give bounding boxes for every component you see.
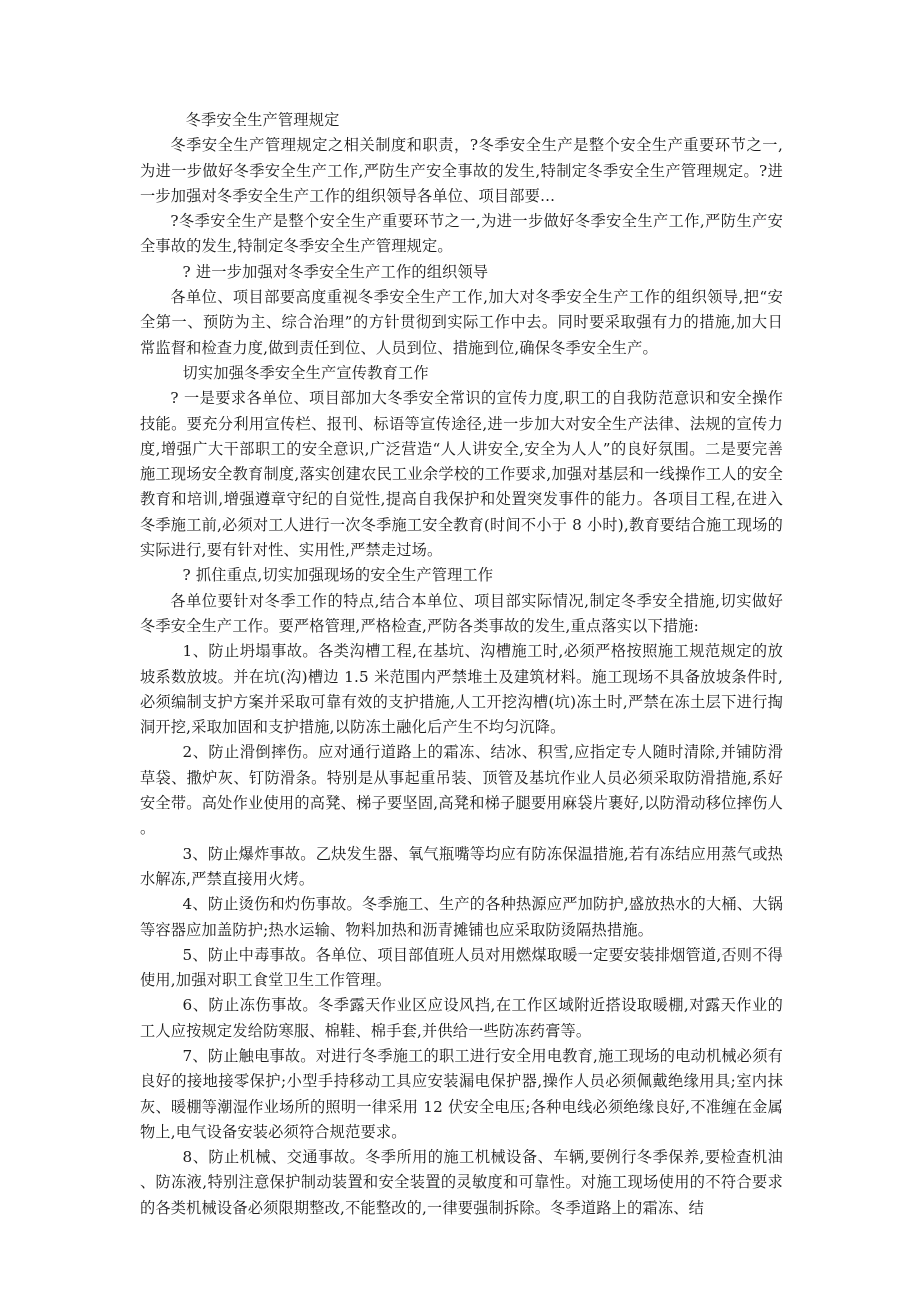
- measure-item-slip: 2、防止滑倒摔伤。应对通行道路上的霜冻、结冰、积雪,应指定专人随时清除,并铺防滑草袋、撒炉灰、钉防滑条。特别是从事起重吊装、顶管及基坑作业人员必须采取防滑措施,系好安全带。高处作业使用的高凳、梯子要坚固,高凳和梯子腿要用麻袋片裹好,以防滑动移位摔伤人。: [140, 743, 783, 838]
- section-heading-organization: ? 进一步加强对冬季安全生产工作的组织领导: [182, 262, 489, 281]
- measure-item-collapse: 1、防止坍塌事故。各类沟槽工程,在基坑、沟槽施工时,必须严格按照施工规范规定的放坡系数放坡。并在坑(沟)槽边 1.5 米范围内严禁堆土及建筑材料。施工现场不具备放坡条件时,必须编制支护方案并采取可靠有效的支护措施,人工开挖沟槽(坑)冻土时,严禁在冻土层下进行掏洞开挖,采取加固和支护措施,以防冻土融化后产生不均匀沉降。: [140, 642, 783, 737]
- section-heading-key-points: ? 抓住重点,切实加强现场的安全生产管理工作: [182, 566, 494, 585]
- measure-item-explosion: 3、防止爆炸事故。乙炔发生器、氧气瓶嘴等均应有防冻保温措施,若有冻结应用蒸气或热水解冻,严禁直接用火烤。: [140, 844, 783, 888]
- measure-item-machinery-traffic: 8、防止机械、交通事故。冬季所用的施工机械设备、车辆,要例行冬季保养,要检查机油、防冻液,特别注意保护制动装置和安全装置的灵敏度和可靠性。对施工现场使用的不符合要求的各类机械设备必须限期整改,不能整改的,一律要强制拆除。冬季道路上的霜冻、结: [140, 1148, 783, 1217]
- key-points-intro-paragraph: 各单位要针对冬季工作的特点,结合本单位、项目部实际情况,制定冬季安全措施,切实做好冬季安全生产工作。要严格管理,严格检查,严防各类事故的发生,重点落实以下措施:: [140, 591, 783, 635]
- organization-paragraph: 各单位、项目部要高度重视冬季安全生产工作,加大对冬季安全生产工作的组织领导,把“安全第一、预防为主、综合治理”的方针贯彻到实际工作中去。同时要采取强有力的措施,加大日常监督和检查力度,做到责任到位、人员到位、措施到位,确保冬季安全生产。: [140, 288, 783, 357]
- section-heading-education: 切实加强冬季安全生产宣传教育工作: [182, 363, 429, 382]
- measure-item-poisoning: 5、防止中毒事故。各单位、项目部值班人员对用燃煤取暖一定要安装排烟管道,否则不得使用,加强对职工食堂卫生工作管理。: [140, 945, 783, 990]
- measure-item-electric-shock: 7、防止触电事故。对进行冬季施工的职工进行安全用电教育,施工现场的电动机械必须有良好的接地接零保护;小型手持移动工具应安装漏电保护器,操作人员必须佩戴绝缘用具;室内抹灰、暖棚等潮湿作业场所的照明一律采用 12 伏安全电压;各种电线必须绝缘良好,不准缠在金属物上,电气设备安装必须符合规范要求。: [140, 1046, 783, 1141]
- measure-item-burns: 4、防止烫伤和灼伤事故。冬季施工、生产的各种热源应严加防护,盛放热水的大桶、大锅等容器应加盖防护;热水运输、物料加热和沥青摊铺也应采取防烫隔热措施。: [140, 895, 783, 939]
- document-title: 冬季安全生产管理规定: [185, 111, 340, 129]
- intro-paragraph: ?冬季安全生产是整个安全生产重要环节之一,为进一步做好冬季安全生产工作,严防生产安全事故的发生,特制定冬季安全生产管理规定。: [140, 212, 783, 256]
- education-paragraph: ? 一是要求各单位、项目部加大冬季安全常识的宣传力度,职工的自我防范意识和安全操作技能。要充分利用宣传栏、报刊、标语等宣传途径,进一步加大对安全生产法律、法规的宣传力度,增强广大干部职工的安全意识,广泛营造“人人讲安全,安全为人人”的良好氛围。二是要完善施工现场安全教育制度,落实创建农民工业余学校的工作要求,加强对基层和一线操作工人的安全教育和培训,增强遵章守纪的自觉性,提高自我保护和处置突发事件的能力。各项目工程,在进入冬季施工前,必须对工人进行一次冬季施工安全教育(时间不小于 8 小时),教育要结合施工现场的实际进行,要有针对性、实用性,严禁走过场。: [140, 389, 783, 560]
- intro-summary-paragraph: 冬季安全生产管理规定之相关制度和职责，?冬季安全生产是整个安全生产重要环节之一,为进一步做好冬季安全生产工作,严防生产安全事故的发生,特制定冬季安全生产管理规定。?进一步加强对冬季安全生产工作的组织领导各单位、项目部要...: [140, 136, 783, 205]
- document-page: [140, 108, 783, 1221]
- measure-item-frostbite: 6、防止冻伤事故。冬季露天作业区应设风挡,在工作区域附近搭设取暖棚,对露天作业的工人应按规定发给防寒服、棉鞋、棉手套,并供给一些防冻药膏等。: [140, 996, 783, 1040]
